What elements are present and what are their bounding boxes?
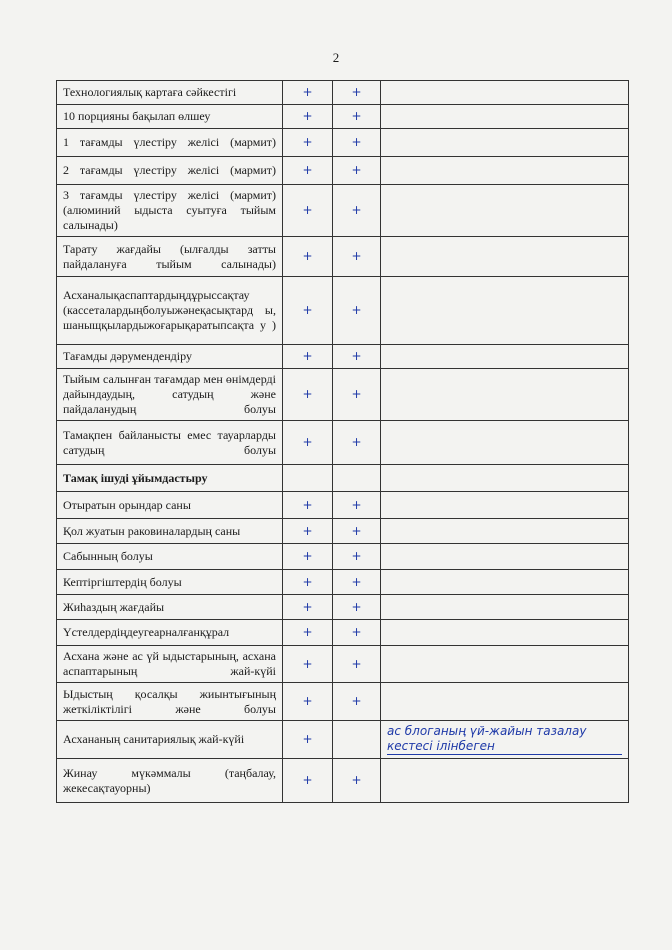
section-row (57, 465, 629, 492)
check-mark: + (333, 105, 381, 129)
criterion-label: Тарату жағдайы (ылғалды затты пайдалануға тыйым салынады) (57, 237, 283, 277)
criterion-label: Асхана және ас үй ыдыстарының, асхана аспаптарының жай-күйі (57, 646, 283, 683)
criterion-label: Жинау мүкәммалы (таңбалау, жекесақтауорны) (57, 759, 283, 803)
check-mark: + (333, 157, 381, 185)
table-row (57, 421, 629, 465)
check-mark: + (283, 237, 333, 277)
check-mark: + (333, 519, 381, 544)
handwritten-note (381, 721, 629, 759)
criterion-label: 2 тағамды үлестіру желісі (мармит) (57, 157, 283, 185)
table-row (57, 519, 629, 544)
criterion-label: Сабынның болуы (57, 544, 283, 570)
table-row (57, 369, 629, 421)
handwritten-note (381, 519, 629, 544)
criterion-label: Технологиялық картаға сәйкестігі (57, 81, 283, 105)
criterion-label: Үстелдердіңдеугеарналғанқұрал (57, 620, 283, 646)
table-row (57, 157, 629, 185)
check-mark: + (283, 421, 333, 465)
criterion-label: Отыратын орындар саны (57, 492, 283, 519)
criterion-label: 10 порцияны бақылап өлшеу (57, 105, 283, 129)
check-mark: + (333, 277, 381, 345)
criterion-label: Асхананың санитариялық жай-күйі (57, 721, 283, 759)
handwritten-note (381, 81, 629, 105)
check-mark: + (283, 277, 333, 345)
check-mark: + (283, 81, 333, 105)
check-mark: + (283, 369, 333, 421)
table-row (57, 570, 629, 595)
check-mark: + (283, 646, 333, 683)
handwritten-note (381, 129, 629, 157)
check-mark (333, 721, 381, 759)
handwritten-note (381, 421, 629, 465)
check-mark: + (283, 157, 333, 185)
check-mark (283, 465, 333, 492)
handwritten-note (381, 237, 629, 277)
criterion-label: Тыйым салынған тағамдар мен өнімдерді дайындаудың, сатудың және пайдаланудың болуы (57, 369, 283, 421)
table-row (57, 544, 629, 570)
table-row (57, 721, 629, 759)
check-mark: + (283, 345, 333, 369)
table-row (57, 129, 629, 157)
criterion-label: Асханалықаспаптардыңдұрыссақтау (кассеталардыңболуыжәнеқасықтард ы, шаныщқылардыжоғарықаратыпсақта у ) (57, 277, 283, 345)
table-row (57, 105, 629, 129)
handwritten-note (381, 646, 629, 683)
handwritten-note (381, 759, 629, 803)
check-mark: + (283, 570, 333, 595)
section-title: Тамақ ішуді ұйымдастыру (57, 465, 283, 492)
table-row (57, 646, 629, 683)
table-row (57, 277, 629, 345)
check-mark: + (283, 544, 333, 570)
check-mark: + (333, 544, 381, 570)
check-mark: + (283, 105, 333, 129)
handwritten-note (381, 105, 629, 129)
handwritten-note (381, 465, 629, 492)
check-mark: + (333, 620, 381, 646)
table-row (57, 81, 629, 105)
check-mark: + (283, 759, 333, 803)
criterion-label: Ыдыстың қосалқы жиынтығының жеткіліктілігі және болуы (57, 683, 283, 721)
handwritten-note (381, 595, 629, 620)
criterion-label: Тағамды дәрумендендіру (57, 345, 283, 369)
check-mark: + (333, 345, 381, 369)
criterion-label: Қол жуатын раковиналардың саны (57, 519, 283, 544)
check-mark: + (283, 595, 333, 620)
table-row (57, 759, 629, 803)
criterion-label: 1 тағамды үлестіру желісі (мармит) (57, 129, 283, 157)
check-mark: + (283, 683, 333, 721)
criterion-label: Жиһаздың жағдайы (57, 595, 283, 620)
handwritten-note (381, 683, 629, 721)
handwritten-note (381, 570, 629, 595)
table-row (57, 492, 629, 519)
page-number: 2 (332, 50, 340, 65)
handwritten-note (381, 369, 629, 421)
check-mark: + (333, 369, 381, 421)
handwritten-note (381, 492, 629, 519)
check-mark: + (283, 492, 333, 519)
note-text: ас блоганың үй-жайын тазалау кестесі ілінбеген (387, 724, 622, 755)
check-mark: + (333, 759, 381, 803)
handwritten-note (381, 544, 629, 570)
table-row (57, 683, 629, 721)
criterion-label: Тамақпен байланысты емес тауарларды сатудың болуы (57, 421, 283, 465)
check-mark: + (333, 421, 381, 465)
table-row (57, 185, 629, 237)
check-mark: + (283, 519, 333, 544)
handwritten-note (381, 185, 629, 237)
check-mark: + (333, 646, 381, 683)
check-mark: + (333, 492, 381, 519)
criterion-label: Кептіргіштердің болуы (57, 570, 283, 595)
check-mark: + (333, 129, 381, 157)
handwritten-note (381, 157, 629, 185)
check-mark: + (333, 595, 381, 620)
handwritten-note (381, 277, 629, 345)
check-mark: + (333, 237, 381, 277)
check-mark: + (283, 129, 333, 157)
check-mark: + (333, 185, 381, 237)
table-row (57, 595, 629, 620)
handwritten-note (381, 345, 629, 369)
check-mark: + (283, 620, 333, 646)
check-mark: + (283, 185, 333, 237)
check-mark: + (333, 683, 381, 721)
handwritten-note (381, 620, 629, 646)
criterion-label: 3 тағамды үлестіру желісі (мармит) (алюминий ыдыста суытуға тыйым салынады) (57, 185, 283, 237)
table-row (57, 345, 629, 369)
checklist-table (56, 80, 629, 803)
table-row (57, 620, 629, 646)
check-mark: + (333, 81, 381, 105)
check-mark (333, 465, 381, 492)
table-row (57, 237, 629, 277)
check-mark: + (333, 570, 381, 595)
check-mark: + (283, 721, 333, 759)
